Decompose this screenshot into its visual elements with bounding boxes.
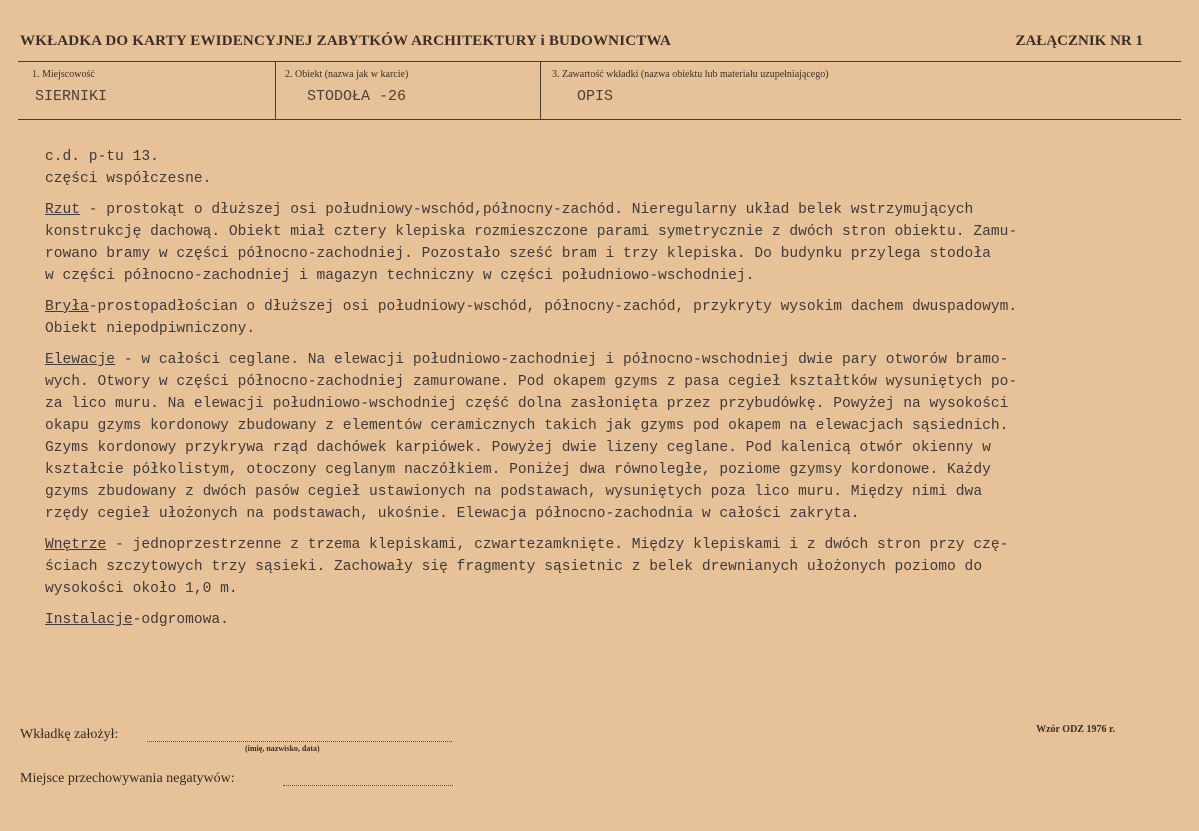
wnetrze-heading: Wnętrze <box>45 537 107 553</box>
field-label-content: 3. Zawartość wkładki (nazwa obiektu lub materiału uzupełniającego) <box>552 69 829 80</box>
field-divider-2 <box>540 61 541 119</box>
description-body <box>45 146 1195 631</box>
founder-label: Wkładkę założył: <box>20 727 119 742</box>
elewacje-line: okapu gzyms kordonowy zbudowany z elementów ceramicznych takich jak gzyms pod okapem na elewacjach sąsiednich. <box>45 418 1009 434</box>
elewacje-line: kształcie półkolistym, otoczony ceglanym naczółkiem. Poniżej dwa równoległe, poziome gzymsy kordonowe. Każdy <box>45 462 991 478</box>
rzut-line: w części północno-zachodniej i magazyn techniczny w części południowo-wschodniej. <box>45 268 755 284</box>
bryla-line: Bryła-prostopadłościan o dłuższej osi południowy-wschód, północny-zachód, przykryty wysokim dachem dwuspadowym. <box>45 299 1018 315</box>
wnetrze-line: ściach szczytowych trzy sąsieki. Zachowały się fragmenty sąsietnic z belek drewnianych ułożonych poziomo do <box>45 559 983 575</box>
elewacje-heading: Elewacje <box>45 352 116 368</box>
header-rule-bottom <box>18 119 1181 120</box>
wnetrze-line: Wnętrze - jednoprzestrzenne z trzema klepiskami, czwartezamknięte. Między klepiskami i z dwóch stron przy czę- <box>45 537 1009 553</box>
bryla-line: Obiekt niepodpiwniczony. <box>45 321 256 337</box>
annex-number: ZAŁĄCZNIK NR 1 <box>1015 33 1143 49</box>
rzut-line: rowano bramy w części północno-zachodniej. Pozostało sześć bram i trzy klepiska. Do budynku przylega stodoła <box>45 246 991 262</box>
founder-line <box>147 741 452 742</box>
rzut-heading: Rzut <box>45 202 81 218</box>
negatives-label: Miejsce przechowywania negatywów: <box>20 771 235 786</box>
bryla-heading: Bryła <box>45 299 89 315</box>
header-rule-top <box>18 61 1181 62</box>
elewacje-line: Gzyms kordonowy przykrywa rząd dachówek karpiówek. Powyżej dwie lizeny ceglane. Pod kalenicą otwór okienny w <box>45 440 991 456</box>
elewacje-line: rzędy cegieł ułożonych na podstawach, ukośnie. Elewacja północno-zachodnia w całości zakryta. <box>45 506 860 522</box>
rzut-line: konstrukcję dachową. Obiekt miał cztery klepiska rozmieszczone parami symetrycznie z dwóch stron obiektu. Zamu- <box>45 224 1018 240</box>
instalacje-heading: Instalacje <box>45 612 133 628</box>
form-title: WKŁADKA DO KARTY EWIDENCYJNEJ ZABYTKÓW ARCHITEKTURY i BUDOWNICTWA <box>20 33 672 49</box>
field-value-content: OPIS <box>577 88 614 105</box>
form-code: Wzór ODZ 1976 r. <box>1036 724 1115 735</box>
elewacje-line: wych. Otwory w części północno-zachodniej zamurowane. Pod okapem gzyms z pasa cegieł kształtków wysuniętych po- <box>45 374 1018 390</box>
rzut-line: Rzut - prostokąt o dłuższej osi południowy-wschód,północny-zachód. Nieregularny układ belek wstrzymujących <box>45 202 974 218</box>
elewacje-line: gzyms zbudowany z dwóch pasów cegieł ustawionych na podstawach, wysuniętych poza lico muru. Między nimi dwa <box>45 484 983 500</box>
field-divider-1 <box>275 61 276 119</box>
elewacje-line: za lico muru. Na elewacji południowo-wschodniej część dolna zasłonięta przez przybudówkę. Powyżej na wysokości <box>45 396 1009 412</box>
field-value-object: STODOŁA -26 <box>307 88 407 105</box>
field-value-locality: SIERNIKI <box>35 88 108 105</box>
negatives-line <box>283 785 453 786</box>
wnetrze-line: wysokości około 1,0 m. <box>45 581 238 597</box>
instalacje-line: Instalacje-odgromowa. <box>45 612 229 628</box>
founder-hint: (imię, nazwisko, data) <box>245 744 320 753</box>
intro-line: części współczesne. <box>45 171 212 187</box>
elewacje-line: Elewacje - w całości ceglane. Na elewacji południowo-zachodniej i północno-wschodniej dwie pary otworów bramo- <box>45 352 1009 368</box>
field-label-locality: 1. Miejscowość <box>32 69 95 80</box>
field-label-object: 2. Obiekt (nazwa jak w karcie) <box>285 69 409 80</box>
intro-line: c.d. p-tu 13. <box>45 149 159 165</box>
